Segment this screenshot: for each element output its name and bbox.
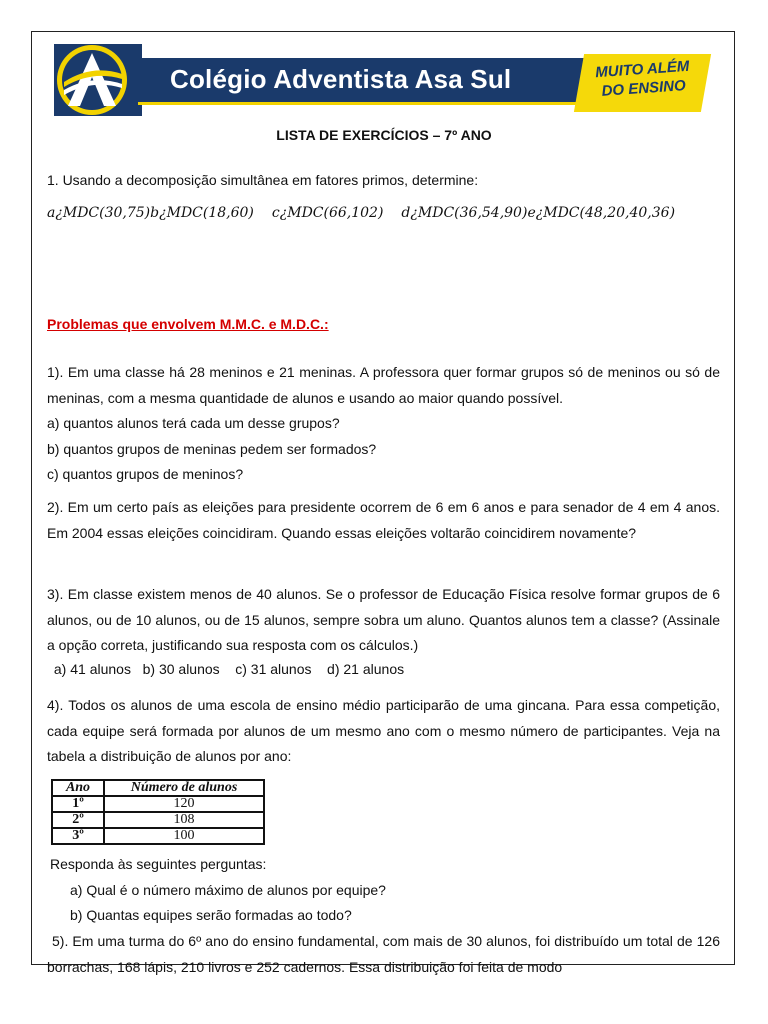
table-cell-ano: 3º	[52, 828, 104, 844]
mdc-item-e: e¿MDC(48,20,40,36)	[527, 205, 676, 221]
problem-4-a: a) Qual é o número máximo de alunos por equipe?	[70, 882, 386, 898]
problem-1-b: b) quantos grupos de meninas pedem ser formados?	[47, 440, 377, 457]
mdc-item-a: a¿MDC(30,75)	[47, 205, 151, 221]
table-row	[52, 828, 264, 844]
page-title: LISTA DE EXERCÍCIOS – 7º ANO	[276, 127, 492, 143]
problem-1-c: c) quantos grupos de meninos?	[47, 466, 244, 482]
problem-4	[47, 693, 720, 770]
mdc-items	[47, 205, 675, 221]
problem-2	[47, 495, 720, 546]
problem-4-text: 4). Todos os alunos de uma escola de ensino médio participarão de uma gincana. Para essa competição, cada equipe será formada por alunos de um mesmo ano com o mesmo número de participantes. Veja na tabela a distribuição de alunos por ano:	[47, 697, 720, 764]
problem-1-text: 1). Em uma classe há 28 meninos e 21 meninas. A professora quer formar grupos só de meninos ou só de meninas, com a mesma quantidade de alunos e usando ao maior quando possível.	[47, 364, 720, 406]
problem-5-text: 5). Em uma turma do 6º ano do ensino fundamental, com mais de 30 alunos, foi distribuído um total de 126 borrachas, 168 lápis, 210 livros e 252 cadernos. Essa distribuição foi feita de modo	[47, 933, 720, 975]
problem-2-text: 2). Em um certo país as eleições para presidente ocorrem de 6 em 6 anos e para senador de 4 em 4 anos. Em 2004 essas eleições coincidiram. Quando essas eleições voltarão coincidirem novamente?	[47, 499, 720, 541]
section-heading: Problemas que envolvem M.M.C. e M.D.C.:	[47, 316, 329, 332]
table-row	[52, 796, 264, 812]
mdc-item-d: d¿MDC(36,54,90)	[401, 205, 528, 221]
problem-5	[47, 929, 720, 980]
table-cell-numero: 100	[104, 828, 264, 844]
problem-4-b: b) Quantas equipes serão formadas ao todo?	[70, 907, 352, 923]
table-cell-ano: 1º	[52, 796, 104, 812]
table-header-row	[52, 780, 264, 796]
problem-1	[47, 360, 720, 488]
problem-1-a: a) quantos alunos terá cada um desse grupos?	[47, 415, 340, 431]
table-header-ano: Ano	[52, 780, 104, 796]
problem-4-respond: Responda às seguintes perguntas:	[50, 856, 267, 872]
table-row	[52, 812, 264, 828]
mdc-item-c: c¿MDC(66,102)	[271, 205, 384, 221]
problem-3-options: a) 41 alunos b) 30 alunos c) 31 alunos d) 21 alunos	[50, 661, 405, 677]
problem-3-text: 3). Em classe existem menos de 40 alunos. Se o professor de Educação Física resolve formar grupos de 6 alunos, ou de 10 alunos, ou de 15 alunos, sempre sobra um aluno. Quantos alunos tem a classe? (Assinale a opção correta, justificando sua resposta com os cálculos.)	[47, 586, 720, 653]
problem-3	[47, 582, 720, 659]
mdc-item-b: b¿MDC(18,60)	[150, 205, 254, 221]
table-cell-numero: 120	[104, 796, 264, 812]
table-header-numero: Número de alunos	[104, 780, 264, 796]
banner-stripe	[138, 102, 614, 105]
students-table	[51, 779, 265, 845]
table-cell-numero: 108	[104, 812, 264, 828]
slogan-line-2: DO ENSINO	[601, 77, 687, 100]
question-1-prompt: 1. Usando a decomposição simultânea em fatores primos, determine:	[47, 172, 479, 188]
header-banner	[46, 44, 706, 116]
slogan-line-1: MUITO ALÉM	[594, 57, 690, 82]
school-name: Colégio Adventista Asa Sul	[170, 64, 512, 94]
adventist-a-logo-icon	[46, 44, 142, 116]
table-cell-ano: 2º	[52, 812, 104, 828]
